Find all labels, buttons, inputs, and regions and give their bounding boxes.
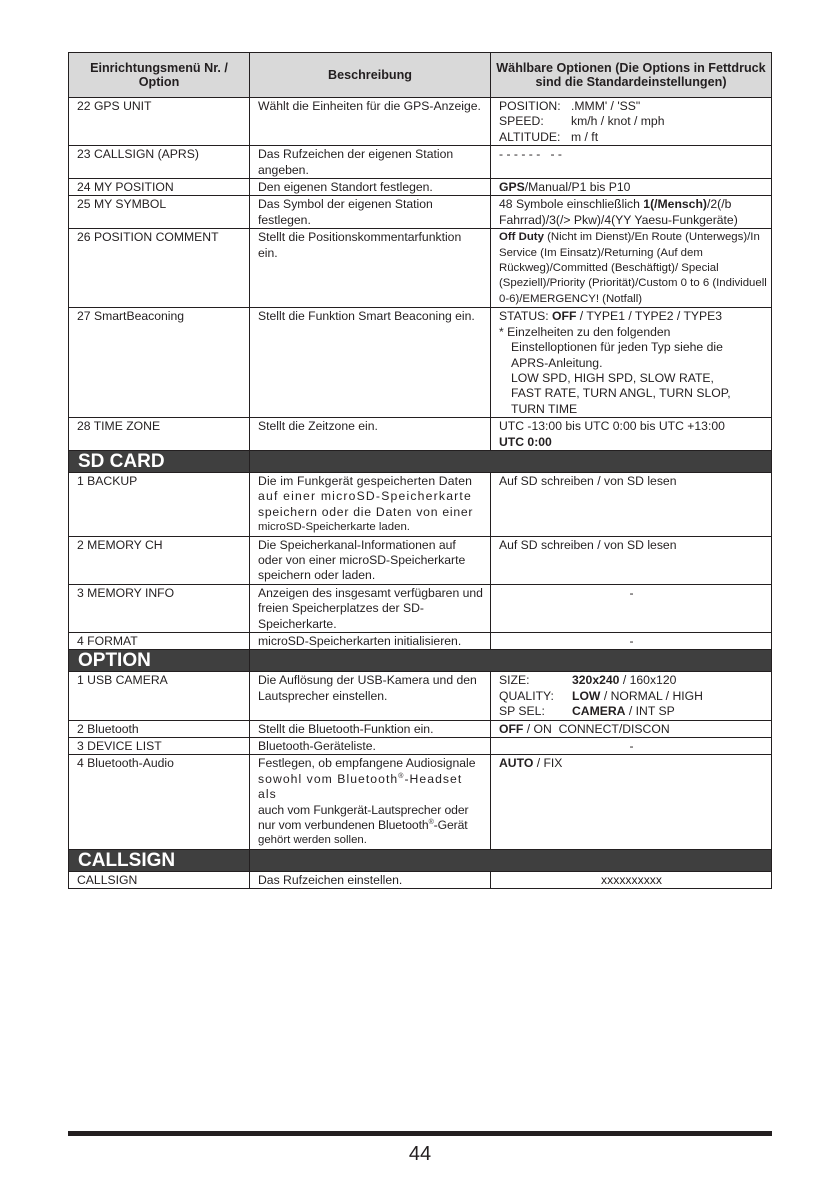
table-row (69, 229, 772, 308)
section-header-option (69, 650, 772, 672)
option-cell: 2 Bluetooth (69, 720, 250, 737)
table-row (69, 584, 772, 632)
section-header-sd-card (69, 450, 772, 472)
option-cell: 4 Bluetooth-Audio (69, 755, 250, 849)
description-cell: Festlegen, ob empfangene Audiosignale sowohl vom Bluetooth®-Headset als auch vom Funkgerät-Lautsprecher oder nur vom verbundenen Bluetooth®-Gerät gehört werden sollen. (250, 755, 491, 849)
description-cell: Bluetooth-Geräteliste. (250, 738, 491, 755)
option-cell: 28 TIME ZONE (69, 418, 250, 451)
table-row (69, 738, 772, 755)
option-cell: 4 FORMAT (69, 633, 250, 650)
section-title: CALLSIGN (69, 849, 250, 871)
description-cell: Die Speicherkanal-Informationen auf oder von einer microSD-Speicherkarte speichern oder laden. (250, 536, 491, 584)
description-cell: Stellt die Positionskommentarfunktion ein. (250, 229, 491, 308)
option-cell: 27 SmartBeaconing (69, 308, 250, 418)
options-cell: OFF / ON CONNECT/DISCON (491, 720, 772, 737)
options-cell: UTC -13:00 bis UTC 0:00 bis UTC +13:00 UTC 0:00 (491, 418, 772, 451)
options-cell: xxxxxxxxxx (491, 871, 772, 888)
table-row (69, 755, 772, 849)
table-row (69, 196, 772, 229)
options-cell: - (491, 738, 772, 755)
description-cell: Die Auflösung der USB-Kamera und den Lautsprecher einstellen. (250, 672, 491, 720)
options-cell: - (491, 633, 772, 650)
table-row (69, 179, 772, 196)
option-cell: CALLSIGN (69, 871, 250, 888)
description-cell: Das Rufzeichen der eigenen Station angeben. (250, 146, 491, 179)
registered-mark: ® (398, 772, 405, 780)
description-cell: microSD-Speicherkarten initialisieren. (250, 633, 491, 650)
options-cell: - (491, 584, 772, 632)
table-row (69, 98, 772, 146)
section-title: SD CARD (69, 450, 250, 472)
description-cell: Anzeigen des insgesamt verfügbaren und freien Speicherplatzes der SD-Speicherkarte. (250, 584, 491, 632)
table-header-row (69, 53, 772, 98)
options-cell: 48 Symbole einschließlich 1(/Mensch)/2(/b Fahrrad)/3(/> Pkw)/4(YY Yaesu-Funkgeräte) (491, 196, 772, 229)
option-cell: 3 DEVICE LIST (69, 738, 250, 755)
header-option: Einrichtungsmenü Nr. / Option (69, 53, 250, 98)
option-cell: 22 GPS UNIT (69, 98, 250, 146)
options-cell: - - - - - - - - (491, 146, 772, 179)
options-cell: Off Duty (Nicht im Dienst)/En Route (Unterwegs)/In Service (Im Einsatz)/Returning (Auf dem Rückweg)/Committed (Beschäftigt)/ Special (Speziell)/Priority (Priorität)/Custom 0 to 6 (Individuell 0-6)/EMERGENCY! (Notfall) (491, 229, 772, 308)
description-cell: Das Symbol der eigenen Station festlegen. (250, 196, 491, 229)
description-cell: Das Rufzeichen einstellen. (250, 871, 491, 888)
registered-mark: ® (428, 819, 434, 826)
description-cell: Stellt die Bluetooth-Funktion ein. (250, 720, 491, 737)
description-cell: Wählt die Einheiten für die GPS-Anzeige. (250, 98, 491, 146)
section-title: OPTION (69, 650, 250, 672)
option-cell: 1 BACKUP (69, 472, 250, 536)
table-row (69, 871, 772, 888)
description-cell: Stellt die Zeitzone ein. (250, 418, 491, 451)
header-options: Wählbare Optionen (Die Options in Fettdruck sind die Standardeinstellungen) (491, 53, 772, 98)
option-cell: 23 CALLSIGN (APRS) (69, 146, 250, 179)
footer-rule (68, 1131, 772, 1136)
table-row (69, 720, 772, 737)
options-cell: GPS/Manual/P1 bis P10 (491, 179, 772, 196)
option-cell: 24 MY POSITION (69, 179, 250, 196)
options-cell: Auf SD schreiben / von SD lesen (491, 536, 772, 584)
description-cell: Den eigenen Standort festlegen. (250, 179, 491, 196)
options-cell: STATUS: OFF / TYPE1 / TYPE2 / TYPE3 * Einzelheiten zu den folgenden Einstelloptionen für jeden Typ siehe die APRS-Anleitung. LOW SPD, HIGH SPD, SLOW RATE, FAST RATE, TURN ANGL, TURN SLOP, TURN TIME (491, 308, 772, 418)
table-row (69, 672, 772, 720)
description-cell: Die im Funkgerät gespeicherten Daten auf einer microSD-Speicherkarte speichern oder die Daten von einer microSD-Speicherkarte laden. (250, 472, 491, 536)
table-row (69, 308, 772, 418)
header-description: Beschreibung (250, 53, 491, 98)
options-cell: SIZE: 320x240 / 160x120 QUALITY: LOW / NORMAL / HIGH SP SEL: CAMERA / INT SP (491, 672, 772, 720)
table-row (69, 633, 772, 650)
option-cell: 3 MEMORY INFO (69, 584, 250, 632)
table-row (69, 536, 772, 584)
options-cell: AUTO / FIX (491, 755, 772, 849)
option-cell: 2 MEMORY CH (69, 536, 250, 584)
option-cell: 1 USB CAMERA (69, 672, 250, 720)
option-cell: 25 MY SYMBOL (69, 196, 250, 229)
options-cell: Auf SD schreiben / von SD lesen (491, 472, 772, 536)
section-header-callsign (69, 849, 772, 871)
table-row (69, 146, 772, 179)
option-cell: 26 POSITION COMMENT (69, 229, 250, 308)
table-row (69, 472, 772, 536)
page-number: 44 (408, 1143, 432, 1165)
table-row (69, 418, 772, 451)
options-cell: POSITION: .MMM' / 'SS" SPEED: km/h / knot / mph ALTITUDE: m / ft (491, 98, 772, 146)
description-cell: Stellt die Funktion Smart Beaconing ein. (250, 308, 491, 418)
settings-menu-table (68, 52, 772, 889)
